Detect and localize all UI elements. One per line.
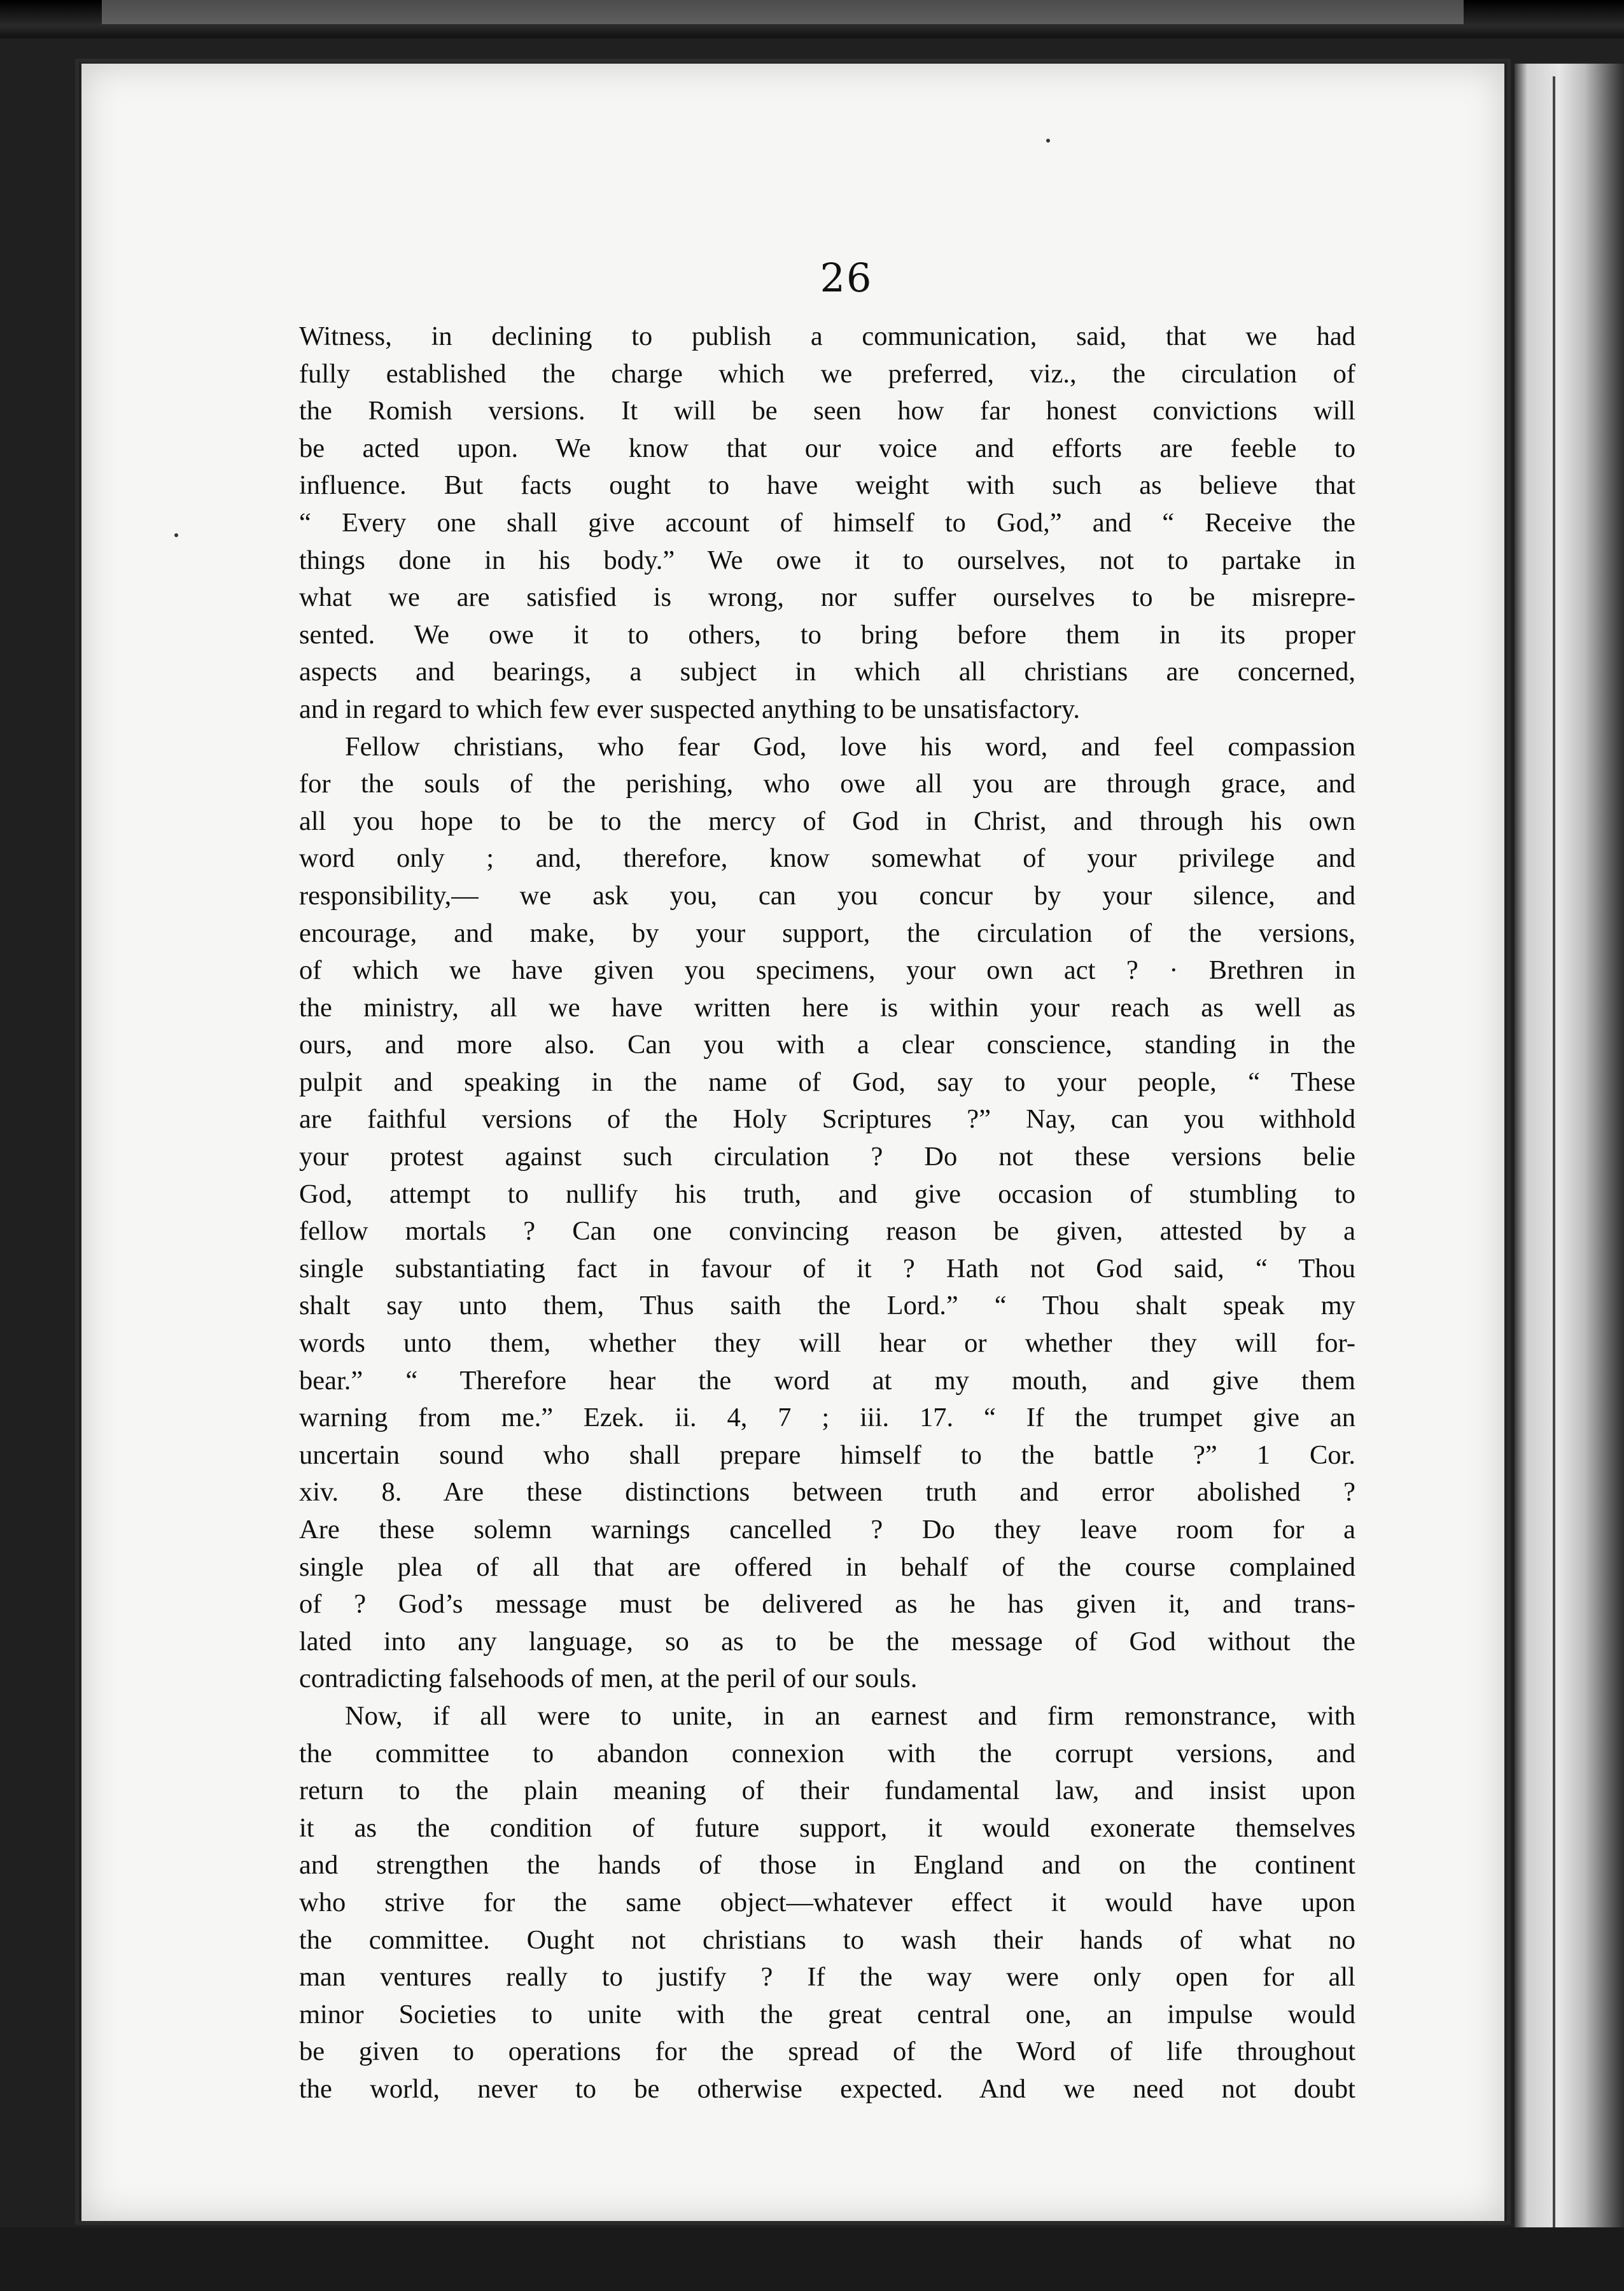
- text-segment: of which we have given you specimens, your own act ? · Brethren in: [299, 955, 1355, 986]
- text-line: [299, 1363, 1355, 1400]
- text-line: [299, 318, 1355, 356]
- text-segment: in declining to publish a communication, said, that we had: [391, 321, 1355, 351]
- text-segment: aspects and bearings, a subject in which all christians are concerned,: [299, 657, 1355, 687]
- text-segment: return to the plain meaning of their fundamental law, and insist upon: [299, 1776, 1355, 1806]
- text-line: [299, 1922, 1355, 1959]
- text-segment: for the souls of the perishing, who owe all you are through grace, and: [299, 769, 1355, 799]
- text-line: [299, 952, 1355, 990]
- text-segment: Fellow christians, who fear God, love his word, and feel compassion: [345, 731, 1355, 762]
- text-segment: be given to operations for the spread of the Word of life throughout: [299, 2036, 1355, 2067]
- italic-text: well as: [1255, 992, 1355, 1023]
- text-segment: the ministry, all we have written here is within: [299, 992, 1030, 1023]
- text-segment: man ventures really to justify ? If the way were only open for all: [299, 1962, 1355, 1993]
- text-line: [299, 1698, 1355, 1735]
- text-line: [299, 467, 1355, 505]
- scan-bottom-border: [0, 2227, 1624, 2291]
- book-page-stack-edge: [1515, 64, 1624, 2240]
- text-segment: single substantiating fact in favour of it ? Hath not God said, “ Thou: [299, 1253, 1355, 1284]
- text-line: [299, 1026, 1355, 1064]
- text-line: [299, 1176, 1355, 1214]
- text-line: [299, 579, 1355, 617]
- page-number: 26: [820, 255, 873, 301]
- text-line: [299, 1325, 1355, 1363]
- text-line: [299, 1772, 1355, 1810]
- text-segment: who strive for the same object—whatever effect it would have upon: [299, 1887, 1355, 1917]
- text-segment: shalt say unto them, Thus saith the Lord.” “ Thou shalt speak my: [299, 1291, 1355, 1321]
- text-line: [299, 915, 1355, 953]
- text-segment: minor Societies to unite with the great central one, an impulse would: [299, 1999, 1355, 2029]
- text-line: [299, 840, 1355, 878]
- text-line: [299, 1511, 1355, 1549]
- text-line: [299, 617, 1355, 654]
- text-line: [299, 878, 1355, 915]
- text-segment: “ Every one shall give account of himself to God,” and “ Receive the: [299, 507, 1355, 538]
- text-segment: bear.” “ Therefore hear the word at my mouth, and give them: [299, 1365, 1355, 1396]
- text-segment: Are these solemn warnings cancelled ? Do they leave room for a: [299, 1515, 1355, 1545]
- text-segment: it as the condition of future support, it would exonerate themselves: [299, 1812, 1355, 1843]
- text-line: [299, 1138, 1355, 1176]
- text-line: [299, 1101, 1355, 1138]
- text-segment: of ? God’s message must be delivered as he has given it, and trans-: [299, 1589, 1355, 1620]
- text-line: [299, 654, 1355, 691]
- text-line: [299, 2033, 1355, 2071]
- text-segment: Now, if all were to unite, in an earnest and firm remonstrance, with: [345, 1700, 1355, 1731]
- text-line: [299, 393, 1355, 430]
- text-segment: warning from me.” Ezek. ii. 4, 7 ; iii. 17. “ If the trumpet give an: [299, 1403, 1355, 1433]
- body-text: [299, 318, 1355, 2108]
- italic-text: your: [1030, 992, 1080, 1023]
- text-segment: sented. We owe it to others, to bring before them in its proper: [299, 619, 1355, 650]
- text-segment: things done in his body.” We owe it to ourselves, not to partake in: [299, 545, 1355, 575]
- text-line: [299, 1474, 1355, 1511]
- text-segment: and strengthen the hands of those in England and on the continent: [299, 1850, 1355, 1881]
- text-line: [299, 691, 1355, 729]
- previous-page-edge: [102, 0, 1464, 24]
- text-segment: words unto them, whether they will hear or whether they will for-: [299, 1328, 1355, 1359]
- text-line: [299, 1399, 1355, 1437]
- text-segment: ” Nay, can you withhold: [979, 1104, 1355, 1135]
- text-line: [299, 1586, 1355, 1623]
- text-segment: and in regard to which few ever suspected anything to be unsatisfactory.: [299, 694, 1080, 724]
- page-edge-line: [1553, 76, 1555, 2227]
- text-line: [299, 356, 1355, 393]
- text-line: [299, 2071, 1355, 2108]
- text-line: [299, 1959, 1355, 1996]
- text-segment: fellow mortals ? Can one convincing reason be given, attested by a: [299, 1216, 1355, 1247]
- text-segment: God, attempt to nullify his truth, and give occasion of stumbling to: [299, 1179, 1355, 1209]
- text-segment: what we are satisfied is wrong, nor suffer ourselves to be misrepre-: [299, 582, 1355, 613]
- italic-text: ours,: [299, 1030, 353, 1060]
- text-segment: uncertain sound who shall prepare himself to the battle ?” 1 Cor.: [299, 1440, 1355, 1470]
- italic-text: These: [1291, 1067, 1355, 1097]
- italic-text: Witness,: [299, 321, 392, 351]
- text-line: [299, 729, 1355, 766]
- text-segment: responsibility,— we ask you, can you concur by your silence, and: [299, 880, 1355, 911]
- text-line: [299, 430, 1355, 468]
- text-line: [299, 1064, 1355, 1102]
- text-segment: influence. But facts ought to have weight with such as believe that: [299, 470, 1355, 501]
- text-segment: contradicting falsehoods of men, at the peril of our souls.: [299, 1664, 918, 1694]
- speck-mark: [174, 533, 178, 537]
- text-line: [299, 1884, 1355, 1922]
- text-line: [299, 505, 1355, 542]
- text-segment: and more also. Can you with a clear conscience, standing in the: [352, 1030, 1355, 1060]
- text-segment: reach as: [1079, 992, 1256, 1023]
- text-segment: the world, never to be otherwise expected. And we need not doubt: [299, 2073, 1355, 2104]
- text-line: [299, 1735, 1355, 1773]
- text-line: [299, 766, 1355, 803]
- text-segment: all you hope to be to the mercy of God in Christ, and through his own: [299, 806, 1355, 836]
- text-line: [299, 1437, 1355, 1475]
- text-line: [299, 1996, 1355, 2034]
- text-segment: the Romish versions. It will be seen how far honest convictions will: [299, 396, 1355, 426]
- text-line: [299, 542, 1355, 580]
- text-line: [299, 1660, 1355, 1698]
- text-segment: single plea of all that are offered in behalf of the course complained: [299, 1552, 1355, 1582]
- text-segment: the committee. Ought not christians to wash their hands of what no: [299, 1924, 1355, 1955]
- text-line: [299, 1847, 1355, 1884]
- text-line: [299, 990, 1355, 1027]
- italic-text: are faithful versions of the Holy Scriptures ?: [299, 1104, 979, 1135]
- text-line: [299, 1549, 1355, 1587]
- text-line: [299, 803, 1355, 841]
- text-segment: be acted upon. We know that our voice and efforts are feeble to: [299, 433, 1355, 463]
- speck-mark: [1046, 139, 1050, 143]
- text-segment: word only ; and, therefore, know somewhat of your privilege and: [299, 843, 1355, 874]
- text-segment: fully established the charge which we preferred, viz., the circulation of: [299, 358, 1355, 389]
- text-segment: the committee to abandon connexion with the corrupt versions, and: [299, 1738, 1355, 1769]
- text-line: [299, 1623, 1355, 1661]
- text-line: [299, 1213, 1355, 1251]
- text-segment: lated into any language, so as to be the message of God without the: [299, 1626, 1355, 1657]
- text-segment: encourage, and make, by your support, the circulation of the versions,: [299, 918, 1355, 948]
- text-line: [299, 1251, 1355, 1288]
- text-segment: your protest against such circulation ? Do not these versions belie: [299, 1142, 1355, 1172]
- text-line: [299, 1810, 1355, 1847]
- text-segment: xiv. 8. Are these distinctions between truth and error abolished ?: [299, 1477, 1355, 1508]
- text-line: [299, 1287, 1355, 1325]
- text-segment: pulpit and speaking in the name of God, say to your people, “: [299, 1067, 1291, 1097]
